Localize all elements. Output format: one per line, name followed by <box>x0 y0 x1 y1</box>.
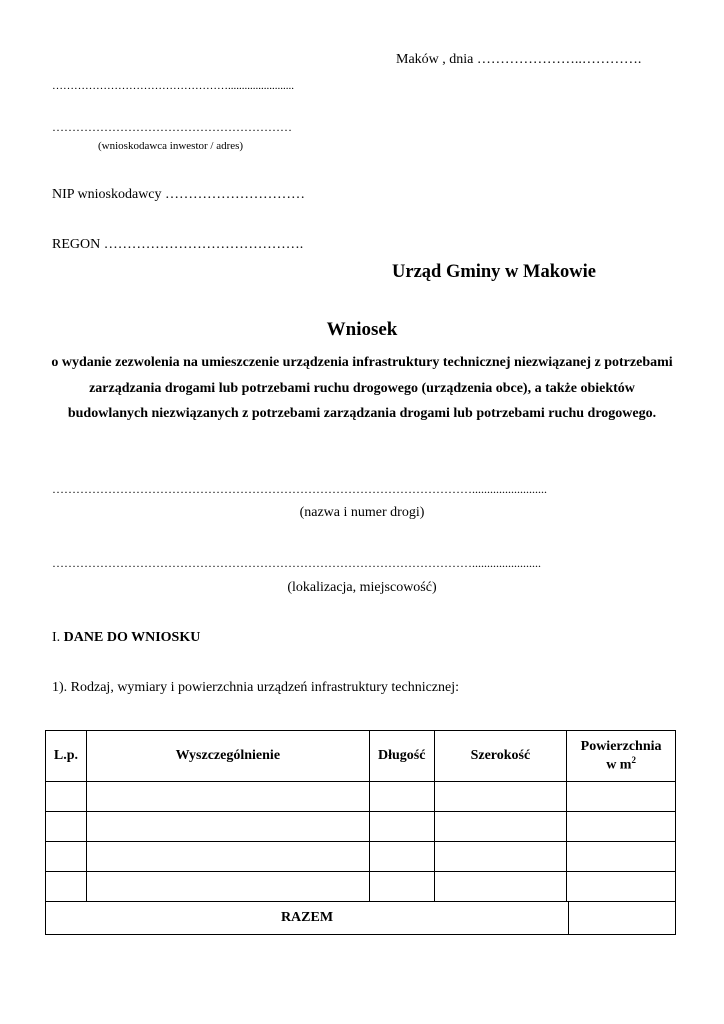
location-caption: (lokalizacja, miejscowość) <box>287 580 437 595</box>
table-cell[interactable] <box>46 872 87 902</box>
table-cell[interactable] <box>86 782 369 812</box>
infrastructure-table <box>45 730 676 935</box>
road-caption: (nazwa i numer drogi) <box>299 505 425 520</box>
header-area-line1: Powierzchnia <box>580 738 662 754</box>
table-cell[interactable] <box>434 842 567 872</box>
header-area-line2: w m <box>606 757 632 773</box>
table-cell[interactable] <box>46 812 87 842</box>
table-cell[interactable] <box>369 812 434 842</box>
table-cell[interactable] <box>86 842 369 872</box>
table-cell[interactable] <box>46 782 87 812</box>
table-cell[interactable] <box>434 782 567 812</box>
document-title: Wniosek <box>326 319 398 340</box>
table-cell[interactable] <box>369 782 434 812</box>
question-1: 1). Rodzaj, wymiary i powierzchnia urządzeń infrastruktury technicznej: <box>52 680 460 695</box>
applicant-caption: (wnioskodawca inwestor / adres) <box>98 140 244 152</box>
road-name-line: ……………………………………………………………………………………………......................... <box>52 482 547 496</box>
document-subtitle: o wydanie zezwolenia na umieszczenie urządzenia infrastruktury technicznej niezwiązanej z potrzebami zarządzania drogami lub potrzebami ruchu drogowego (urządzenia obce), a także obiektów budowlanych niezwiązanych z potrzebami zarządzania drogami lub potrzebami ruchu drogowego. <box>51 355 673 421</box>
total-label: RAZEM <box>46 902 569 934</box>
table-total-row <box>46 902 676 935</box>
table-cell[interactable] <box>86 812 369 842</box>
regon-line: REGON ……………………………………. <box>52 237 304 252</box>
total-row-cells <box>46 902 676 935</box>
header-area <box>567 731 676 782</box>
section-heading <box>52 630 200 646</box>
location-line: ……………………………………………………………………………………………....................... <box>52 556 541 570</box>
table-cell[interactable] <box>46 842 87 872</box>
header-area-sup: 2 <box>631 754 636 765</box>
total-value-cell[interactable] <box>569 902 675 934</box>
applicant-line-1: …………………………………………........................ <box>52 80 294 92</box>
table-row <box>46 842 676 872</box>
date-line: Maków , dnia …………………..…………. <box>396 52 642 67</box>
table-cell[interactable] <box>567 782 676 812</box>
header-lp: L.p. <box>46 731 87 782</box>
applicant-line-2: …………………………………………………… <box>52 120 292 134</box>
office-name: Urząd Gminy w Makowie <box>392 262 596 282</box>
table-row <box>46 782 676 812</box>
section-number: I. <box>52 630 61 645</box>
table-cell[interactable] <box>86 872 369 902</box>
table-row <box>46 812 676 842</box>
table-cell[interactable] <box>369 842 434 872</box>
section-title: DANE DO WNIOSKU <box>63 630 201 645</box>
table-cell[interactable] <box>567 812 676 842</box>
table-cell[interactable] <box>369 872 434 902</box>
table-header-row <box>46 731 676 782</box>
nip-line: NIP wnioskodawcy ………………………… <box>52 187 306 202</box>
table-row <box>46 872 676 902</box>
header-spec: Wyszczególnienie <box>86 731 369 782</box>
table-cell[interactable] <box>567 842 676 872</box>
table-cell[interactable] <box>567 872 676 902</box>
header-width: Szerokość <box>434 731 567 782</box>
header-length: Długość <box>369 731 434 782</box>
table-cell[interactable] <box>434 812 567 842</box>
table-cell[interactable] <box>434 872 567 902</box>
